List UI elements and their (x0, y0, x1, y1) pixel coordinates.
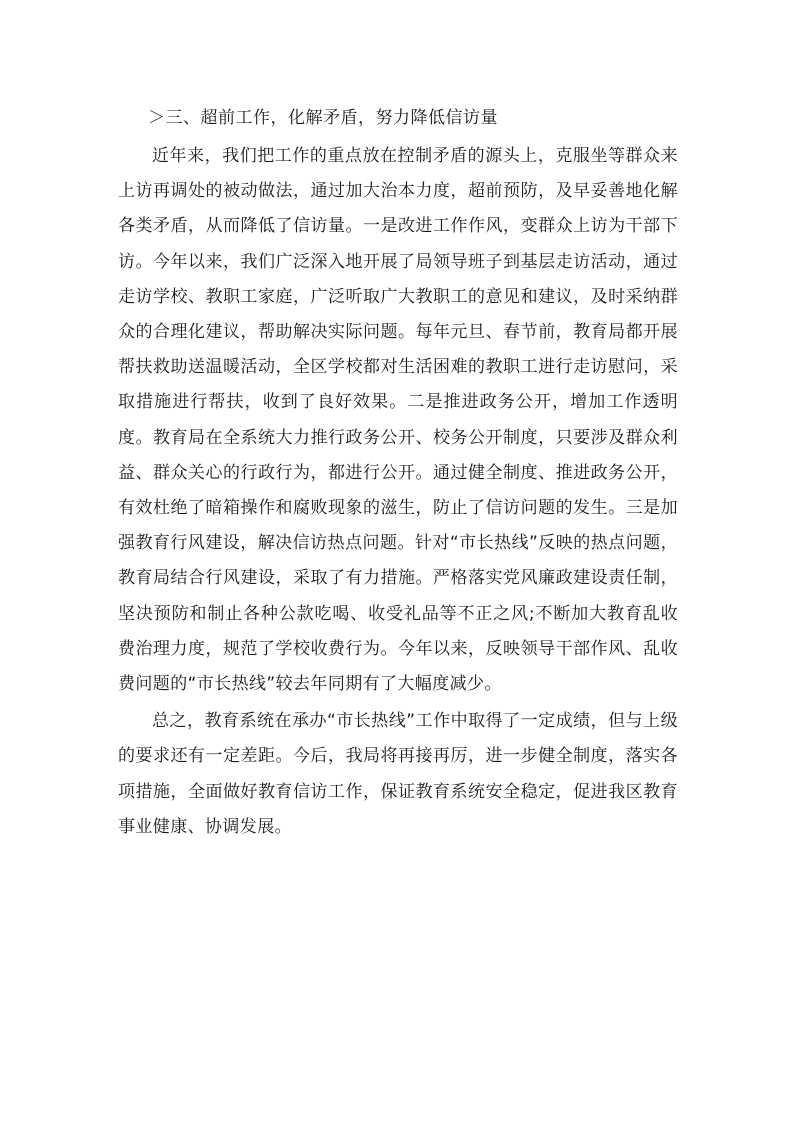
body-paragraph-1: 近年来，我们把工作的重点放在控制矛盾的源头上，克服坐等群众来上访再调处的被动做法，通过加大治本力度，超前预防，及早妥善地化解各类矛盾，从而降低了信访量。一是改进工作作风，变群众上访为干部下访。今年以来，我们广泛深入地开展了局领导班子到基层走访活动，通过走访学校、教职工家庭，广泛听取广大教职工的意见和建议，及时采纳群众的合理化建议，帮助解决实际问题。每年元旦、春节前，教育局都开展帮扶救助送温暖活动，全区学校都对生活困难的教职工进行走访慰问，采取措施进行帮扶，收到了良好效果。二是推进政务公开，增加工作透明度。教育局在全系统大力推行政务公开、校务公开制度，只要涉及群众利益、群众关心的行政行为，都进行公开。通过健全制度、推进政务公开，有效杜绝了暗箱操作和腐败现象的滋生，防止了信访问题的发生。三是加强教育行风建设，解决信访热点问题。针对“市长热线”反映的热点问题，教育局结合行风建设，采取了有力措施。严格落实党风廉政建设责任制，坚决预防和制止各种公款吃喝、收受礼品等不正之风;不断加大教育乱收费治理力度，规范了学校收费行为。今年以来，反映领导干部作风、乱收费问题的“市长热线”较去年同期有了大幅度减少。 (118, 146, 678, 695)
document-body (118, 98, 678, 845)
body-paragraph-2: 总之，教育系统在承办“市长热线”工作中取得了一定成绩，但与上级的要求还有一定差距。今后，我局将再接再厉，进一步健全制度，落实各项措施，全面做好教育信访工作，保证教育系统安全稳定，促进我区教育事业健康、协调发展。 (118, 711, 678, 837)
section-heading: ＞三、超前工作，化解矛盾，努力降低信访量 (148, 108, 498, 128)
